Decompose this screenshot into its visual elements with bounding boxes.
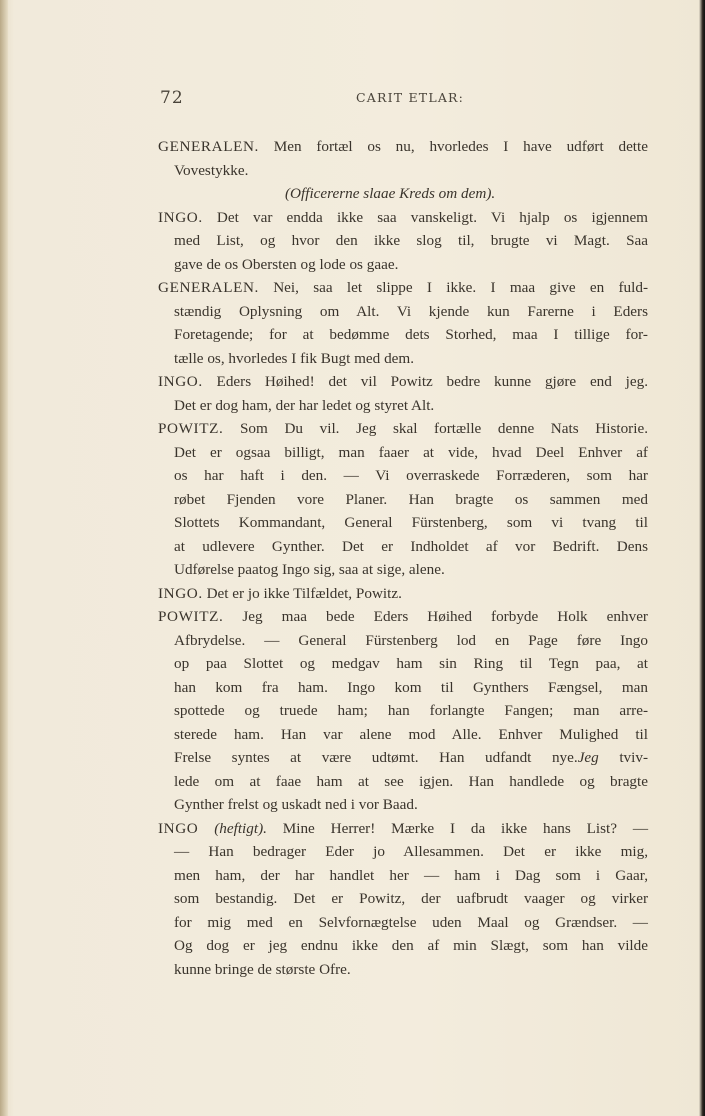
speaker-name: INGO. bbox=[158, 208, 203, 226]
text-line: lede om at faae ham at see igjen. Han handlede og bragte bbox=[174, 772, 648, 790]
text-line: Afbrydelse. — General Fürstenberg lod en Page føre Ingo bbox=[174, 631, 648, 649]
speaker-name: INGO. bbox=[158, 584, 203, 602]
text-line: POWITZ. Som Du vil. Jeg skal fortælle denne Nats Historie. bbox=[158, 420, 648, 437]
text-line: spottede og truede ham; han forlangte Fangen; man arre- bbox=[174, 702, 648, 719]
speaker-name: POWITZ. bbox=[158, 420, 224, 437]
text-line: gave de os Obersten og lode os gaae. bbox=[174, 255, 399, 273]
speaker-name: GENERALEN. bbox=[158, 138, 259, 155]
text-line: Og dog er jeg endnu ikke den af min Slægt, som han vilde bbox=[174, 937, 648, 954]
text-line: INGO. Det er jo ikke Tilfældet, Powitz. bbox=[158, 584, 402, 602]
text-line: han kom fra ham. Ingo kom til Gynthers Fængsel, man bbox=[174, 678, 648, 696]
text-line: som bestandig. Det er Powitz, der uafbrudt vaager og virker bbox=[174, 890, 648, 907]
text-line: Slottets Kommandant, General Fürstenberg, som vi tvang til bbox=[174, 514, 648, 531]
speaker-name: INGO bbox=[158, 819, 199, 837]
text-line: Gynther frelst og uskadt ned i vor Baad. bbox=[174, 796, 418, 813]
text-line: GENERALEN. Men fortæl os nu, hvorledes I have udført dette bbox=[158, 138, 648, 155]
text-line: men ham, der har handlet her — ham i Dag som i Gaar, bbox=[174, 866, 648, 884]
stage-direction: (Officererne slaae Kreds om dem). bbox=[285, 185, 496, 202]
speaker-name: INGO. bbox=[158, 373, 203, 390]
text-line: Frelse syntes at være udtømt. Han udfandt nye.Jeg tviv- bbox=[174, 749, 649, 766]
text-line: Foretagende; for at bedømme dets Storhed, maa I tillige for- bbox=[174, 326, 648, 343]
text-line: røbet Fjenden vore Planer. Han bragte os sammen med bbox=[174, 490, 648, 508]
stage-direction-inline: (heftigt). bbox=[214, 819, 267, 837]
text-line: Det er dog ham, der har ledet og styret Alt. bbox=[174, 396, 435, 414]
text-line: GENERALEN. Nei, saa let slippe I ikke. I maa give en fuld- bbox=[158, 279, 648, 296]
page-header bbox=[0, 88, 705, 108]
page-right-edge bbox=[699, 0, 705, 1116]
speaker-name: GENERALEN. bbox=[158, 279, 259, 296]
text-line: os har haft i den. — Vi overraskede Forræderen, som har bbox=[174, 467, 648, 484]
text-line: tælle os, hvorledes I fik Bugt med dem. bbox=[174, 349, 415, 367]
text-line: Det er ogsaa billigt, man faaer at vide, hvad Deel Enhver af bbox=[174, 443, 648, 461]
text-line: POWITZ. Jeg maa bede Eders Høihed forbyde Holk enhver bbox=[158, 608, 648, 625]
running-head: CARIT ETLAR: bbox=[356, 90, 465, 105]
text-line: INGO. Eders Høihed! det vil Powitz bedre kunne gjøre end jeg. bbox=[158, 373, 648, 390]
text-line: INGO (heftigt). Mine Herrer! Mærke I da ikke hans List? — bbox=[158, 819, 649, 837]
page-left-edge bbox=[0, 0, 8, 1116]
text-line: Vovestykke. bbox=[174, 161, 249, 179]
text-line: at udlevere Gynther. Det er Indholdet af vor Bedrift. Dens bbox=[174, 537, 648, 555]
emphasis: Jeg bbox=[577, 749, 599, 766]
text-line: for mig med en Selvfornægtelse uden Maal og Grændser. — bbox=[174, 913, 648, 931]
body-text bbox=[158, 135, 648, 981]
text-line: sterede ham. Han var alene mod Alle. Enhver Mulighed til bbox=[174, 725, 648, 743]
text-line: med List, og hvor den ikke slog til, brugte vi Magt. Saa bbox=[174, 232, 648, 249]
speaker-name: POWITZ. bbox=[158, 608, 224, 625]
text-line: stændig Oplysning om Alt. Vi kjende kun Farerne i Eders bbox=[174, 302, 648, 320]
page-number: 72 bbox=[160, 88, 184, 108]
text-line: INGO. Det var endda ikke saa vanskeligt. Vi hjalp os igjennem bbox=[158, 208, 648, 226]
text-line: kunne bringe de største Ofre. bbox=[174, 960, 351, 978]
text-line: Udførelse paatog Ingo sig, saa at sige, alene. bbox=[174, 561, 445, 578]
text-line: op paa Slottet og medgav ham sin Ring til Tegn paa, at bbox=[174, 655, 648, 672]
text-line: — Han bedrager Eder jo Allesammen. Det er ikke mig, bbox=[174, 843, 648, 860]
